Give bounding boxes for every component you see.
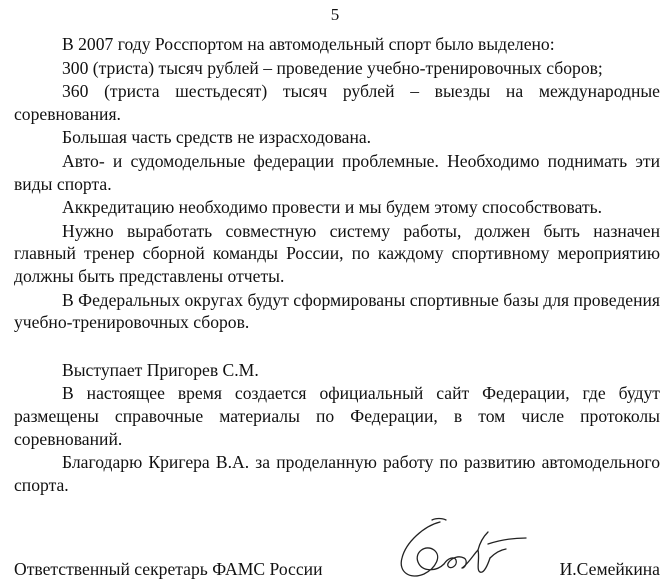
page-number: 5 bbox=[330, 5, 340, 24]
paragraph: В 2007 году Росспортом на автомодельный спорт было выделено: bbox=[62, 34, 555, 54]
signatory-name: И.Семейкина bbox=[559, 559, 660, 579]
paragraph: В настоящее время создается официальный сайт Федерации, где будут размещены справочные материалы по Федерации, в том числе протоколы соревнований. bbox=[14, 383, 660, 449]
paragraph: Нужно выработать совместную систему работы, должен быть назначен главный тренер сборной команды России, по каждому спортивному мероприятию должны быть представлены отчеты. bbox=[14, 220, 660, 286]
paragraph: Аккредитацию необходимо провести и мы будем этому способствовать. bbox=[62, 197, 603, 218]
signatory-role: Ответственный секретарь ФАМС России bbox=[14, 559, 323, 579]
paragraph: В Федеральных округах будут сформированы спортивные базы для проведения учебно-тренировочных сборов. bbox=[14, 289, 660, 333]
paragraph: 360 (триста шестьдесят) тысяч рублей – выезды на международные соревнования. bbox=[14, 81, 660, 124]
section-spacer bbox=[14, 335, 660, 359]
paragraph: Большая часть средств не израсходована. bbox=[62, 127, 372, 148]
paragraph: Авто- и судомодельные федерации проблемные. Необходимо поднимать эти виды спорта. bbox=[14, 150, 660, 194]
document-body bbox=[14, 33, 660, 497]
paragraph: Благодарю Кригера В.А. за проделанную работу по развитию автомодельного спорта. bbox=[14, 452, 660, 495]
signature-block bbox=[14, 558, 660, 582]
paragraph: 300 (триста) тысяч рублей – проведение учебно-тренировочных сборов; bbox=[62, 57, 603, 78]
speaker-line: Выступает Пригорев С.М. bbox=[62, 359, 259, 380]
